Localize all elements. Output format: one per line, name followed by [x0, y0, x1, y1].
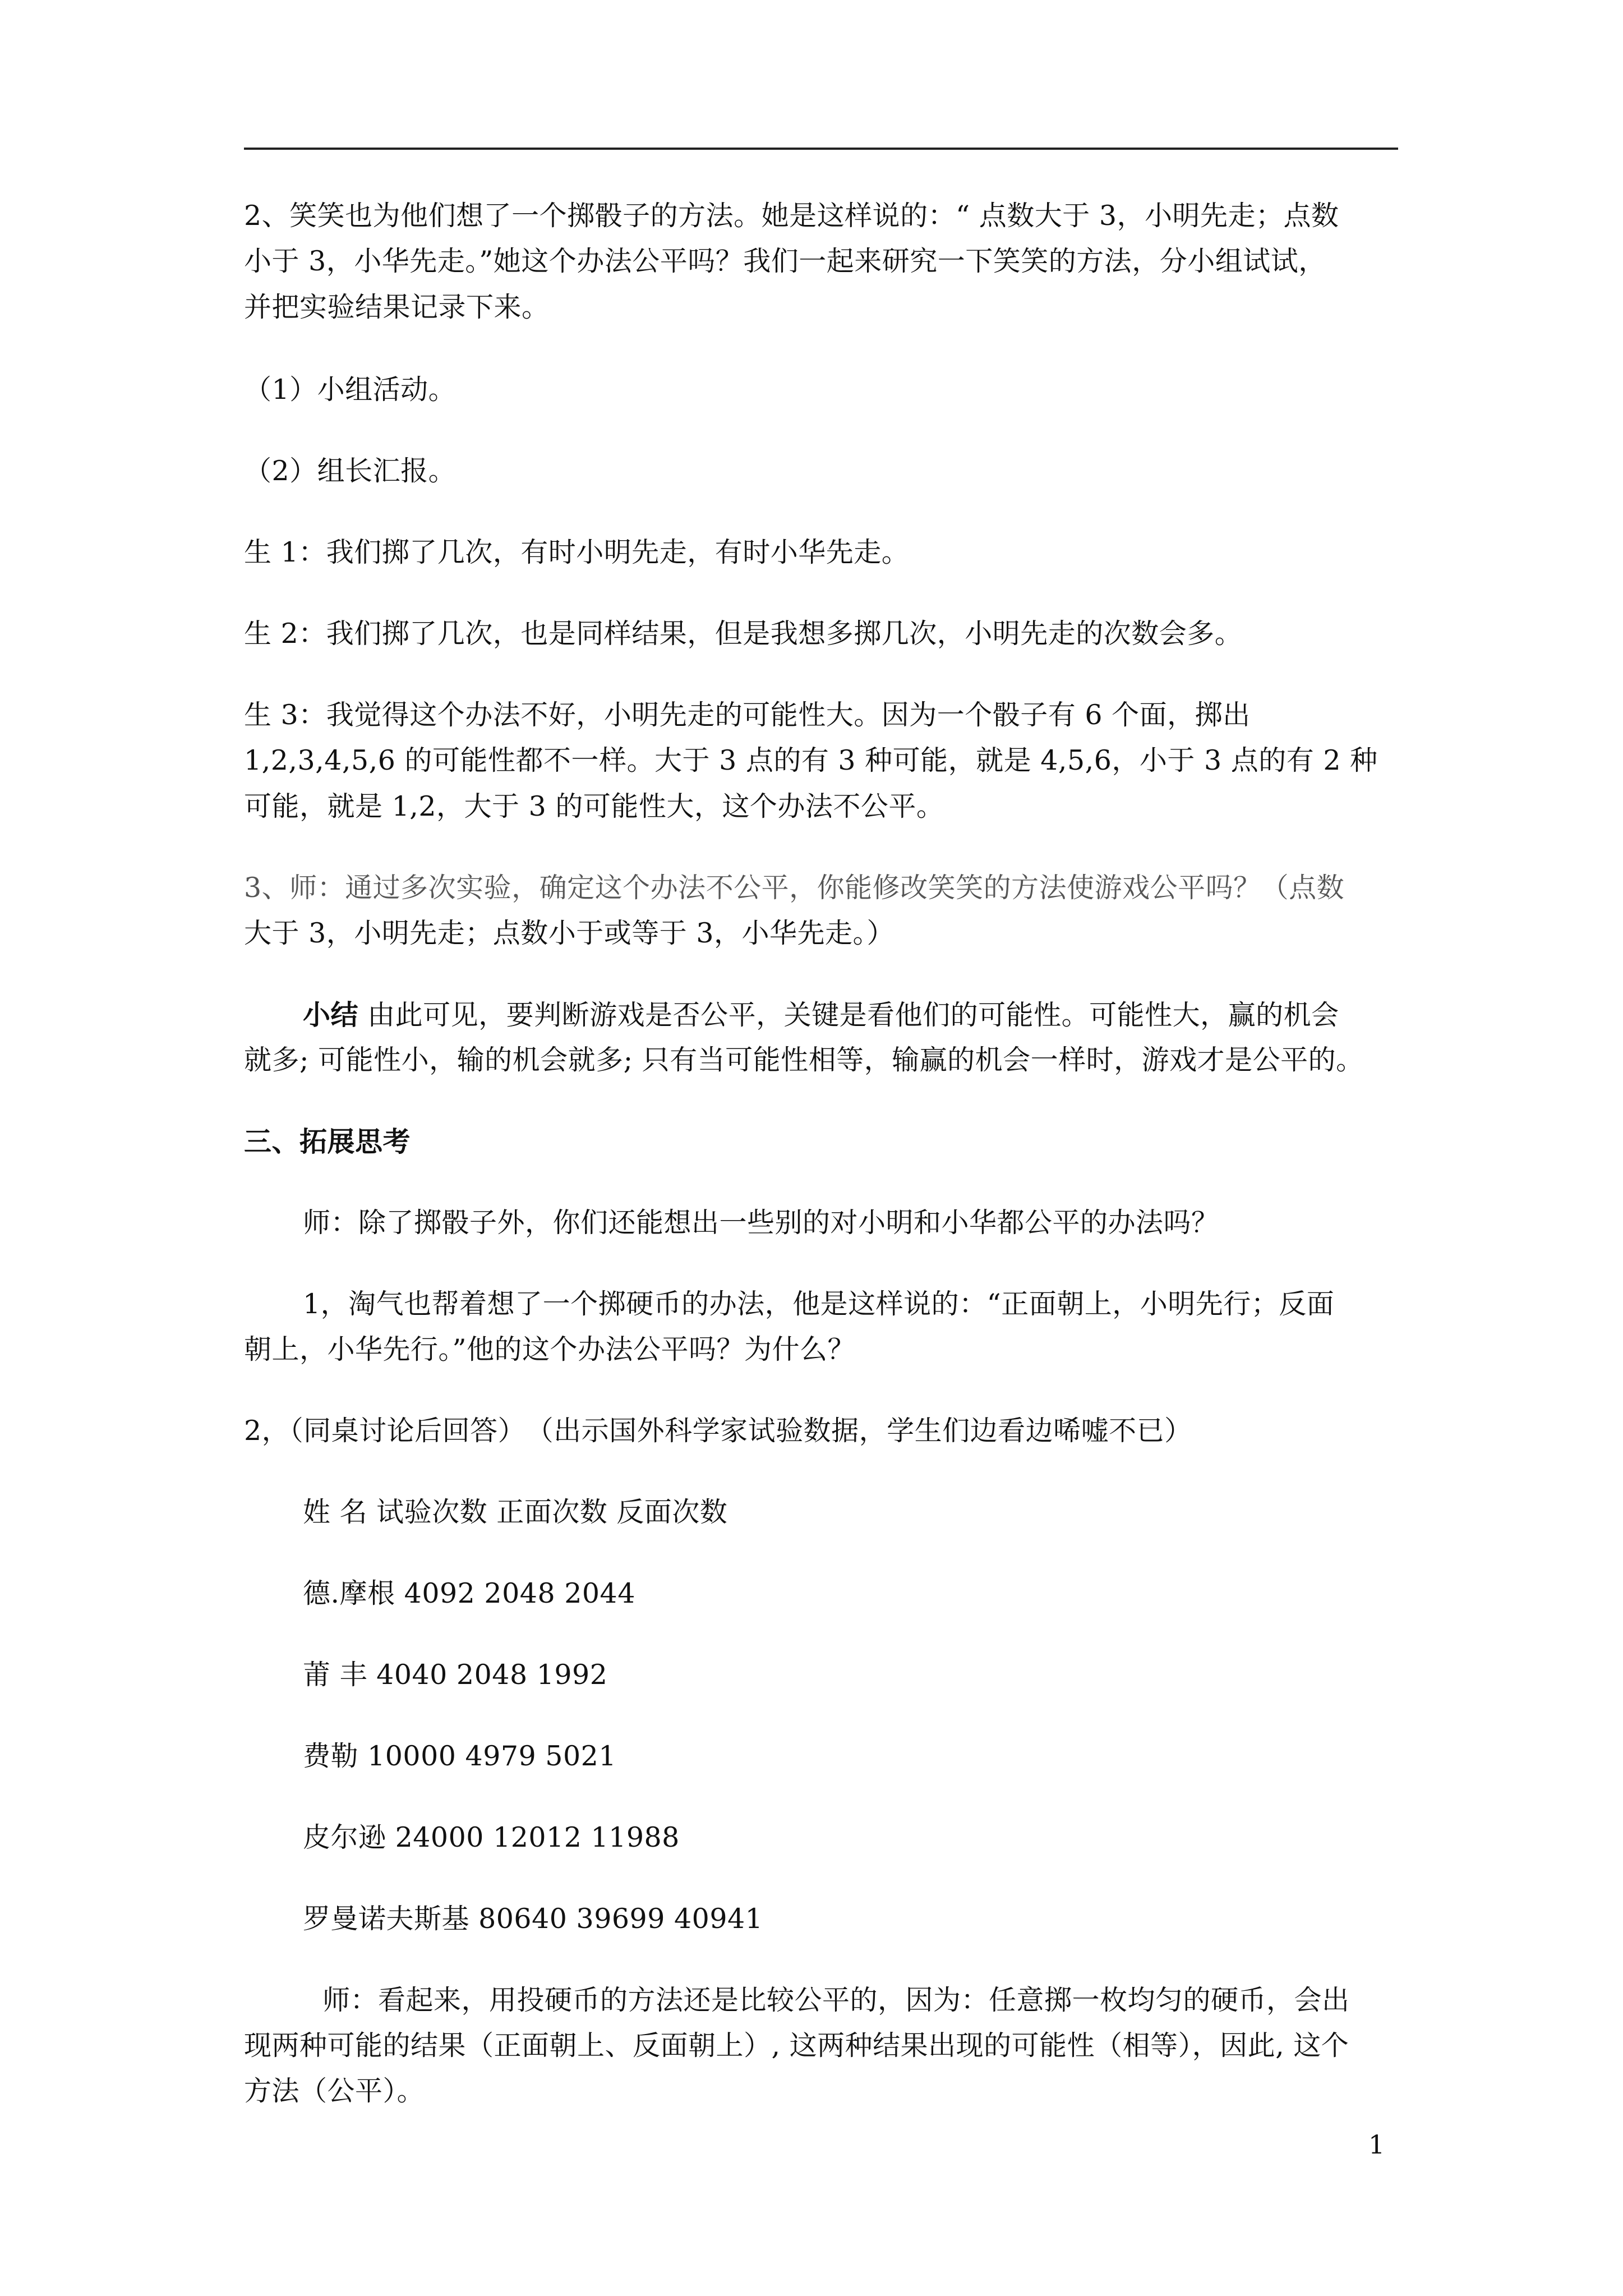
header-rule [244, 148, 1398, 150]
conclusion-line-2: 现两种可能的结果（正面朝上、反面朝上）, 这两种结果出现的可能性（相等），因此, 这个 [244, 2030, 1349, 2062]
conclusion-line-1: 师：看起来，用投硬币的方法还是比较公平的，因为：任意掷一枚均匀的硬币，会出 [322, 1984, 1350, 2016]
step-1: （1）小组活动。 [244, 374, 457, 406]
table-row: 皮尔逊 24000 12012 11988 [303, 1821, 680, 1853]
teacher-question: 师：除了掷骰子外，你们还能想出一些别的对小明和小华都公平的办法吗？ [303, 1207, 1219, 1239]
paragraph-2-line-1: 2、笑笑也为他们想了一个掷骰子的方法。她是这样说的：“ 点数大于 3，小明先走；点数 [244, 200, 1339, 232]
summary-line-2: 就多; 可能性小，输的机会就多; 只有当可能性相等，输赢的机会一样时，游戏才是公平的。 [244, 1044, 1364, 1076]
paragraph-3-line-1: 3、师：通过多次实验，确定这个办法不公平，你能修改笑笑的方法使游戏公平吗？（点数 [244, 872, 1345, 904]
student-3-answer-line-3: 可能，就是 1,2，大于 3 的可能性大，这个办法不公平。 [244, 790, 944, 822]
table-row: 罗曼诺夫斯基 80640 39699 40941 [303, 1903, 763, 1935]
conclusion-line-3: 方法（公平）。 [244, 2075, 425, 2107]
table-row: 费勒 10000 4979 5021 [303, 1740, 617, 1772]
table-row: 德.摩根 4092 2048 2044 [303, 1577, 635, 1609]
paragraph-2-line-2: 小于 3，小华先走。”她这个办法公平吗？我们一起来研究一下笑笑的方法，分小组试试， [244, 245, 1326, 277]
student-3-answer-line-2: 1,2,3,4,5,6 的可能性都不一样。大于 3 点的有 3 种可能，就是 4,5,6，小于 3 点的有 2 种 [244, 744, 1378, 776]
summary-text: 由此可见，要判断游戏是否公平，关键是看他们的可能性。可能性大，赢的机会 [358, 999, 1339, 1031]
paragraph-2-line-3: 并把实验结果记录下来。 [244, 291, 550, 323]
table-header: 姓 名 试验次数 正面次数 反面次数 [303, 1496, 728, 1528]
summary-line-1 [303, 998, 1339, 1032]
table-row: 莆 丰 4040 2048 1992 [303, 1659, 608, 1691]
summary-label: 小结 [303, 999, 359, 1031]
question-1-line-2: 朝上，小华先行。”他的这个办法公平吗？为什么？ [244, 1333, 856, 1365]
question-1-line-1: 1，淘气也帮着想了一个掷硬币的办法，他是这样说的：“正面朝上，小明先行；反面 [303, 1288, 1335, 1320]
page-number: 1 [1368, 2129, 1385, 2160]
student-1-answer: 生 1：我们掷了几次，有时小明先走，有时小华先走。 [244, 536, 910, 568]
student-2-answer: 生 2：我们掷了几次，也是同样结果，但是我想多掷几次，小明先走的次数会多。 [244, 618, 1243, 650]
question-2: 2，（同桌讨论后回答） （出示国外科学家试验数据，学生们边看边唏嘘不已） [244, 1415, 1192, 1447]
paragraph-3-line-2: 大于 3，小明先走；点数小于或等于 3，小华先走。） [244, 917, 895, 949]
section-3-title: 三、拓展思考 [244, 1125, 411, 1158]
student-3-answer-line-1: 生 3：我觉得这个办法不好，小明先走的可能性大。因为一个骰子有 6 个面，掷出 [244, 699, 1251, 731]
step-2: （2）组长汇报。 [244, 455, 457, 487]
